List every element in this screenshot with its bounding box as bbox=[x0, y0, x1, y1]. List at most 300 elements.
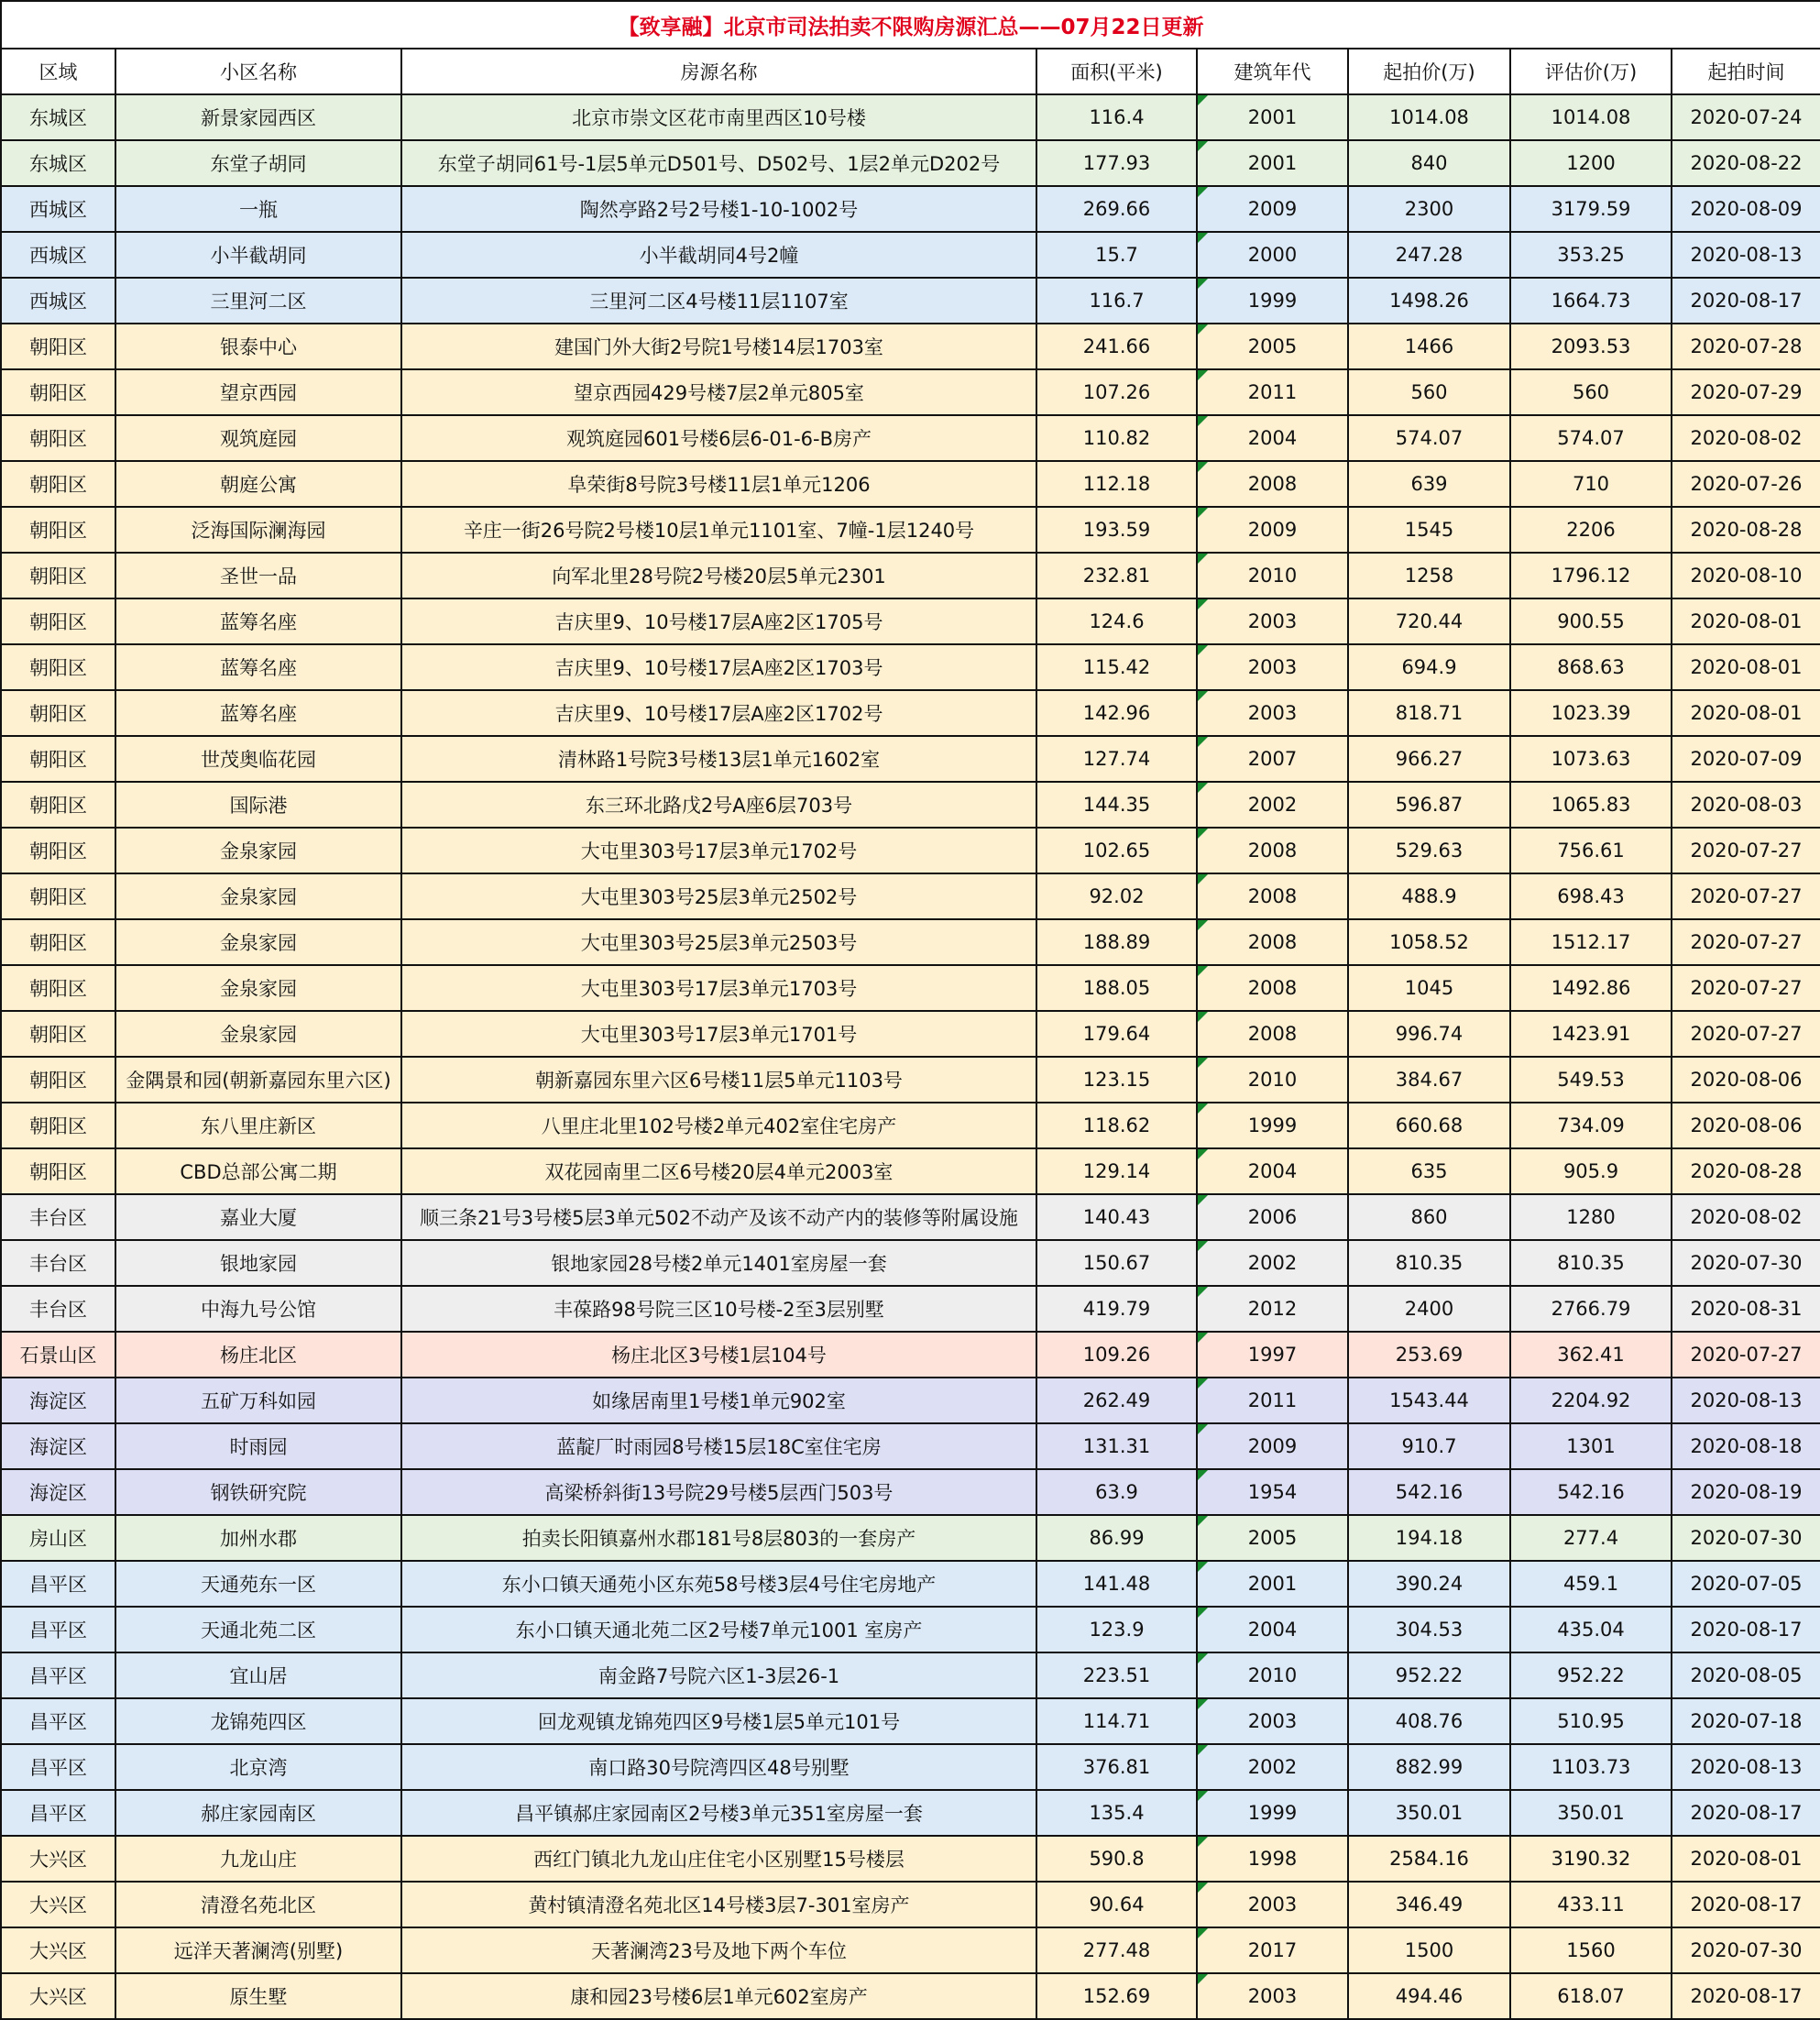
cell-appraisal[interactable]: 1512.17 bbox=[1510, 919, 1672, 965]
cell-start-price[interactable]: 304.53 bbox=[1348, 1607, 1510, 1652]
cell-start-price[interactable]: 253.69 bbox=[1348, 1332, 1510, 1378]
cell-area[interactable]: 86.99 bbox=[1036, 1515, 1197, 1561]
cell-start-date[interactable]: 2020-08-18 bbox=[1672, 1423, 1820, 1469]
cell-year[interactable]: 2004 bbox=[1197, 1148, 1348, 1194]
cell-area[interactable]: 123.15 bbox=[1036, 1057, 1197, 1103]
cell-appraisal[interactable]: 542.16 bbox=[1510, 1469, 1672, 1515]
cell-start-date[interactable]: 2020-07-05 bbox=[1672, 1561, 1820, 1607]
cell-area[interactable]: 112.18 bbox=[1036, 461, 1197, 507]
cell-year[interactable]: 2001 bbox=[1197, 1561, 1348, 1607]
cell-start-price[interactable]: 350.01 bbox=[1348, 1790, 1510, 1836]
cell-property[interactable]: 东小口镇天通苑小区东苑58号楼3层4号住宅房地产 bbox=[401, 1561, 1036, 1607]
cell-district[interactable]: 朝阳区 bbox=[1, 324, 115, 369]
cell-district[interactable]: 海淀区 bbox=[1, 1378, 115, 1423]
cell-area[interactable]: 123.9 bbox=[1036, 1607, 1197, 1652]
cell-district[interactable]: 昌平区 bbox=[1, 1607, 115, 1652]
cell-appraisal[interactable]: 362.41 bbox=[1510, 1332, 1672, 1378]
cell-start-date[interactable]: 2020-08-02 bbox=[1672, 1194, 1820, 1240]
cell-community[interactable]: 钢铁研究院 bbox=[115, 1469, 401, 1515]
cell-district[interactable]: 西城区 bbox=[1, 232, 115, 278]
cell-start-date[interactable]: 2020-08-13 bbox=[1672, 232, 1820, 278]
cell-property[interactable]: 昌平镇郝庄家园南区2号楼3单元351室房屋一套 bbox=[401, 1790, 1036, 1836]
cell-community[interactable]: 蓝筹名座 bbox=[115, 598, 401, 644]
cell-district[interactable]: 东城区 bbox=[1, 140, 115, 186]
cell-start-price[interactable]: 818.71 bbox=[1348, 690, 1510, 736]
cell-district[interactable]: 昌平区 bbox=[1, 1652, 115, 1698]
cell-start-price[interactable]: 1258 bbox=[1348, 553, 1510, 598]
cell-appraisal[interactable]: 2093.53 bbox=[1510, 324, 1672, 369]
cell-community[interactable]: 北京湾 bbox=[115, 1744, 401, 1790]
cell-start-price[interactable]: 1545 bbox=[1348, 507, 1510, 553]
cell-start-price[interactable]: 494.46 bbox=[1348, 1973, 1510, 2019]
cell-start-price[interactable]: 194.18 bbox=[1348, 1515, 1510, 1561]
cell-start-date[interactable]: 2020-08-09 bbox=[1672, 186, 1820, 232]
cell-property[interactable]: 如缘居南里1号楼1单元902室 bbox=[401, 1378, 1036, 1423]
cell-area[interactable]: 277.48 bbox=[1036, 1927, 1197, 1973]
cell-property[interactable]: 大屯里303号25层3单元2502号 bbox=[401, 873, 1036, 919]
cell-property[interactable]: 康和园23号楼6层1单元602室房产 bbox=[401, 1973, 1036, 2019]
cell-property[interactable]: 拍卖长阳镇嘉州水郡181号8层803的一套房产 bbox=[401, 1515, 1036, 1561]
cell-start-date[interactable]: 2020-07-29 bbox=[1672, 369, 1820, 415]
cell-appraisal[interactable]: 1492.86 bbox=[1510, 965, 1672, 1011]
cell-area[interactable]: 241.66 bbox=[1036, 324, 1197, 369]
cell-year[interactable]: 2002 bbox=[1197, 782, 1348, 828]
cell-property[interactable]: 阜荣街8号院3号楼11层1单元1206 bbox=[401, 461, 1036, 507]
cell-year[interactable]: 2003 bbox=[1197, 1698, 1348, 1744]
cell-district[interactable]: 海淀区 bbox=[1, 1423, 115, 1469]
cell-start-price[interactable]: 660.68 bbox=[1348, 1103, 1510, 1148]
cell-district[interactable]: 大兴区 bbox=[1, 1973, 115, 2019]
cell-district[interactable]: 丰台区 bbox=[1, 1286, 115, 1332]
cell-property[interactable]: 南口路30号院湾四区48号别墅 bbox=[401, 1744, 1036, 1790]
cell-start-price[interactable]: 1498.26 bbox=[1348, 278, 1510, 324]
cell-area[interactable]: 232.81 bbox=[1036, 553, 1197, 598]
cell-property[interactable]: 天著澜湾23号及地下两个车位 bbox=[401, 1927, 1036, 1973]
cell-community[interactable]: 三里河二区 bbox=[115, 278, 401, 324]
cell-district[interactable]: 朝阳区 bbox=[1, 644, 115, 690]
cell-community[interactable]: 蓝筹名座 bbox=[115, 644, 401, 690]
cell-appraisal[interactable]: 1664.73 bbox=[1510, 278, 1672, 324]
cell-start-date[interactable]: 2020-07-26 bbox=[1672, 461, 1820, 507]
cell-community[interactable]: 远洋天著澜湾(别墅) bbox=[115, 1927, 401, 1973]
cell-appraisal[interactable]: 3179.59 bbox=[1510, 186, 1672, 232]
cell-appraisal[interactable]: 905.9 bbox=[1510, 1148, 1672, 1194]
cell-community[interactable]: 郝庄家园南区 bbox=[115, 1790, 401, 1836]
cell-start-price[interactable]: 635 bbox=[1348, 1148, 1510, 1194]
cell-district[interactable]: 朝阳区 bbox=[1, 873, 115, 919]
cell-year[interactable]: 1997 bbox=[1197, 1332, 1348, 1378]
cell-area[interactable]: 116.7 bbox=[1036, 278, 1197, 324]
cell-start-date[interactable]: 2020-07-27 bbox=[1672, 919, 1820, 965]
cell-start-price[interactable]: 2300 bbox=[1348, 186, 1510, 232]
cell-appraisal[interactable]: 1073.63 bbox=[1510, 736, 1672, 782]
cell-start-date[interactable]: 2020-07-27 bbox=[1672, 1011, 1820, 1057]
cell-start-date[interactable]: 2020-07-18 bbox=[1672, 1698, 1820, 1744]
cell-property[interactable]: 向军北里28号院2号楼20层5单元2301 bbox=[401, 553, 1036, 598]
cell-year[interactable]: 1999 bbox=[1197, 278, 1348, 324]
cell-start-price[interactable]: 860 bbox=[1348, 1194, 1510, 1240]
cell-property[interactable]: 陶然亭路2号2号楼1-10-1002号 bbox=[401, 186, 1036, 232]
cell-district[interactable]: 朝阳区 bbox=[1, 919, 115, 965]
cell-appraisal[interactable]: 1200 bbox=[1510, 140, 1672, 186]
cell-start-date[interactable]: 2020-07-27 bbox=[1672, 1332, 1820, 1378]
header-start-date[interactable]: 起拍时间 bbox=[1672, 49, 1820, 94]
cell-district[interactable]: 朝阳区 bbox=[1, 828, 115, 873]
cell-appraisal[interactable]: 900.55 bbox=[1510, 598, 1672, 644]
cell-start-price[interactable]: 966.27 bbox=[1348, 736, 1510, 782]
cell-area[interactable]: 118.62 bbox=[1036, 1103, 1197, 1148]
cell-area[interactable]: 127.74 bbox=[1036, 736, 1197, 782]
cell-start-date[interactable]: 2020-08-19 bbox=[1672, 1469, 1820, 1515]
cell-start-date[interactable]: 2020-08-01 bbox=[1672, 598, 1820, 644]
cell-year[interactable]: 2008 bbox=[1197, 919, 1348, 965]
cell-start-price[interactable]: 596.87 bbox=[1348, 782, 1510, 828]
cell-year[interactable]: 1998 bbox=[1197, 1836, 1348, 1882]
cell-property[interactable]: 八里庄北里102号楼2单元402室住宅房产 bbox=[401, 1103, 1036, 1148]
cell-year[interactable]: 2005 bbox=[1197, 1515, 1348, 1561]
cell-start-price[interactable]: 2400 bbox=[1348, 1286, 1510, 1332]
cell-start-price[interactable]: 247.28 bbox=[1348, 232, 1510, 278]
cell-start-date[interactable]: 2020-08-13 bbox=[1672, 1378, 1820, 1423]
cell-year[interactable]: 2003 bbox=[1197, 690, 1348, 736]
cell-area[interactable]: 179.64 bbox=[1036, 1011, 1197, 1057]
cell-appraisal[interactable]: 3190.32 bbox=[1510, 1836, 1672, 1882]
cell-appraisal[interactable]: 952.22 bbox=[1510, 1652, 1672, 1698]
cell-appraisal[interactable]: 1301 bbox=[1510, 1423, 1672, 1469]
cell-appraisal[interactable]: 868.63 bbox=[1510, 644, 1672, 690]
cell-community[interactable]: CBD总部公寓二期 bbox=[115, 1148, 401, 1194]
cell-appraisal[interactable]: 1065.83 bbox=[1510, 782, 1672, 828]
cell-year[interactable]: 2006 bbox=[1197, 1194, 1348, 1240]
cell-start-date[interactable]: 2020-08-17 bbox=[1672, 1607, 1820, 1652]
cell-start-date[interactable]: 2020-08-03 bbox=[1672, 782, 1820, 828]
header-appraisal[interactable]: 评估价(万) bbox=[1510, 49, 1672, 94]
cell-area[interactable]: 150.67 bbox=[1036, 1240, 1197, 1286]
cell-district[interactable]: 朝阳区 bbox=[1, 415, 115, 461]
cell-property[interactable]: 黄村镇清澄名苑北区14号楼3层7-301室房产 bbox=[401, 1882, 1036, 1927]
cell-district[interactable]: 朝阳区 bbox=[1, 598, 115, 644]
cell-year[interactable]: 1954 bbox=[1197, 1469, 1348, 1515]
cell-year[interactable]: 2011 bbox=[1197, 1378, 1348, 1423]
cell-appraisal[interactable]: 1280 bbox=[1510, 1194, 1672, 1240]
cell-start-price[interactable]: 408.76 bbox=[1348, 1698, 1510, 1744]
cell-year[interactable]: 2011 bbox=[1197, 369, 1348, 415]
cell-community[interactable]: 金泉家园 bbox=[115, 1011, 401, 1057]
cell-area[interactable]: 116.4 bbox=[1036, 94, 1197, 140]
cell-start-price[interactable]: 384.67 bbox=[1348, 1057, 1510, 1103]
cell-community[interactable]: 银泰中心 bbox=[115, 324, 401, 369]
cell-property[interactable]: 南金路7号院六区1-3层26-1 bbox=[401, 1652, 1036, 1698]
cell-start-price[interactable]: 488.9 bbox=[1348, 873, 1510, 919]
cell-property[interactable]: 顺三条21号3号楼5层3单元502不动产及该不动产内的装修等附属设施 bbox=[401, 1194, 1036, 1240]
cell-year[interactable]: 2008 bbox=[1197, 965, 1348, 1011]
cell-property[interactable]: 吉庆里9、10号楼17层A座2区1703号 bbox=[401, 644, 1036, 690]
cell-area[interactable]: 63.9 bbox=[1036, 1469, 1197, 1515]
cell-start-price[interactable]: 694.9 bbox=[1348, 644, 1510, 690]
cell-appraisal[interactable]: 698.43 bbox=[1510, 873, 1672, 919]
cell-district[interactable]: 朝阳区 bbox=[1, 782, 115, 828]
cell-community[interactable]: 东八里庄新区 bbox=[115, 1103, 401, 1148]
cell-area[interactable]: 110.82 bbox=[1036, 415, 1197, 461]
cell-start-price[interactable]: 1058.52 bbox=[1348, 919, 1510, 965]
cell-start-date[interactable]: 2020-07-30 bbox=[1672, 1515, 1820, 1561]
cell-area[interactable]: 193.59 bbox=[1036, 507, 1197, 553]
cell-year[interactable]: 2009 bbox=[1197, 507, 1348, 553]
cell-year[interactable]: 2012 bbox=[1197, 1286, 1348, 1332]
cell-community[interactable]: 时雨园 bbox=[115, 1423, 401, 1469]
cell-area[interactable]: 223.51 bbox=[1036, 1652, 1197, 1698]
cell-start-price[interactable]: 639 bbox=[1348, 461, 1510, 507]
cell-property[interactable]: 西红门镇北九龙山庄住宅小区别墅15号楼层 bbox=[401, 1836, 1036, 1882]
cell-start-date[interactable]: 2020-08-31 bbox=[1672, 1286, 1820, 1332]
cell-year[interactable]: 2010 bbox=[1197, 553, 1348, 598]
header-property[interactable]: 房源名称 bbox=[401, 49, 1036, 94]
cell-district[interactable]: 朝阳区 bbox=[1, 965, 115, 1011]
cell-district[interactable]: 昌平区 bbox=[1, 1561, 115, 1607]
cell-start-price[interactable]: 996.74 bbox=[1348, 1011, 1510, 1057]
cell-area[interactable]: 90.64 bbox=[1036, 1882, 1197, 1927]
cell-area[interactable]: 102.65 bbox=[1036, 828, 1197, 873]
cell-property[interactable]: 清林路1号院3号楼13层1单元1602室 bbox=[401, 736, 1036, 782]
cell-year[interactable]: 2001 bbox=[1197, 94, 1348, 140]
cell-property[interactable]: 观筑庭园601号楼6层6-01-6-B房产 bbox=[401, 415, 1036, 461]
cell-district[interactable]: 西城区 bbox=[1, 278, 115, 324]
cell-year[interactable]: 2008 bbox=[1197, 873, 1348, 919]
cell-year[interactable]: 2010 bbox=[1197, 1652, 1348, 1698]
cell-start-price[interactable]: 1045 bbox=[1348, 965, 1510, 1011]
cell-property[interactable]: 吉庆里9、10号楼17层A座2区1705号 bbox=[401, 598, 1036, 644]
cell-start-date[interactable]: 2020-07-27 bbox=[1672, 873, 1820, 919]
cell-appraisal[interactable]: 710 bbox=[1510, 461, 1672, 507]
cell-community[interactable]: 金泉家园 bbox=[115, 828, 401, 873]
cell-appraisal[interactable]: 1014.08 bbox=[1510, 94, 1672, 140]
cell-property[interactable]: 回龙观镇龙锦苑四区9号楼1层5单元101号 bbox=[401, 1698, 1036, 1744]
cell-start-date[interactable]: 2020-07-09 bbox=[1672, 736, 1820, 782]
header-district[interactable]: 区域 bbox=[1, 49, 115, 94]
cell-community[interactable]: 朝庭公寓 bbox=[115, 461, 401, 507]
cell-property[interactable]: 东堂子胡同61号-1层5单元D501号、D502号、1层2单元D202号 bbox=[401, 140, 1036, 186]
cell-district[interactable]: 大兴区 bbox=[1, 1836, 115, 1882]
cell-year[interactable]: 2008 bbox=[1197, 828, 1348, 873]
cell-property[interactable]: 丰葆路98号院三区10号楼-2至3层别墅 bbox=[401, 1286, 1036, 1332]
cell-start-price[interactable]: 529.63 bbox=[1348, 828, 1510, 873]
cell-start-date[interactable]: 2020-08-17 bbox=[1672, 278, 1820, 324]
cell-appraisal[interactable]: 549.53 bbox=[1510, 1057, 1672, 1103]
cell-property[interactable]: 大屯里303号17层3单元1702号 bbox=[401, 828, 1036, 873]
cell-start-date[interactable]: 2020-08-01 bbox=[1672, 690, 1820, 736]
cell-community[interactable]: 新景家园西区 bbox=[115, 94, 401, 140]
cell-appraisal[interactable]: 734.09 bbox=[1510, 1103, 1672, 1148]
cell-area[interactable]: 142.96 bbox=[1036, 690, 1197, 736]
cell-year[interactable]: 2003 bbox=[1197, 1882, 1348, 1927]
cell-appraisal[interactable]: 1103.73 bbox=[1510, 1744, 1672, 1790]
cell-appraisal[interactable]: 277.4 bbox=[1510, 1515, 1672, 1561]
cell-community[interactable]: 一瓶 bbox=[115, 186, 401, 232]
cell-district[interactable]: 丰台区 bbox=[1, 1240, 115, 1286]
cell-start-price[interactable]: 346.49 bbox=[1348, 1882, 1510, 1927]
cell-property[interactable]: 建国门外大街2号院1号楼14层1703室 bbox=[401, 324, 1036, 369]
cell-property[interactable]: 东小口镇天通北苑二区2号楼7单元1001 室房产 bbox=[401, 1607, 1036, 1652]
cell-district[interactable]: 海淀区 bbox=[1, 1469, 115, 1515]
cell-appraisal[interactable]: 435.04 bbox=[1510, 1607, 1672, 1652]
cell-start-price[interactable]: 390.24 bbox=[1348, 1561, 1510, 1607]
cell-property[interactable]: 东三环北路戊2号A座6层703号 bbox=[401, 782, 1036, 828]
cell-community[interactable]: 观筑庭园 bbox=[115, 415, 401, 461]
cell-district[interactable]: 朝阳区 bbox=[1, 1148, 115, 1194]
cell-property[interactable]: 大屯里303号17层3单元1701号 bbox=[401, 1011, 1036, 1057]
cell-property[interactable]: 双花园南里二区6号楼20层4单元2003室 bbox=[401, 1148, 1036, 1194]
cell-start-date[interactable]: 2020-08-13 bbox=[1672, 1744, 1820, 1790]
cell-start-date[interactable]: 2020-07-30 bbox=[1672, 1240, 1820, 1286]
cell-appraisal[interactable]: 560 bbox=[1510, 369, 1672, 415]
cell-property[interactable]: 朝新嘉园东里六区6号楼11层5单元1103号 bbox=[401, 1057, 1036, 1103]
cell-start-price[interactable]: 1466 bbox=[1348, 324, 1510, 369]
cell-community[interactable]: 原生墅 bbox=[115, 1973, 401, 2019]
cell-area[interactable]: 115.42 bbox=[1036, 644, 1197, 690]
cell-start-date[interactable]: 2020-07-27 bbox=[1672, 828, 1820, 873]
cell-community[interactable]: 蓝筹名座 bbox=[115, 690, 401, 736]
cell-year[interactable]: 1999 bbox=[1197, 1103, 1348, 1148]
cell-district[interactable]: 朝阳区 bbox=[1, 1103, 115, 1148]
cell-district[interactable]: 昌平区 bbox=[1, 1790, 115, 1836]
cell-start-price[interactable]: 542.16 bbox=[1348, 1469, 1510, 1515]
cell-start-date[interactable]: 2020-07-24 bbox=[1672, 94, 1820, 140]
cell-year[interactable]: 2007 bbox=[1197, 736, 1348, 782]
cell-start-date[interactable]: 2020-08-02 bbox=[1672, 415, 1820, 461]
cell-appraisal[interactable]: 618.07 bbox=[1510, 1973, 1672, 2019]
cell-start-date[interactable]: 2020-08-22 bbox=[1672, 140, 1820, 186]
cell-community[interactable]: 龙锦苑四区 bbox=[115, 1698, 401, 1744]
cell-area[interactable]: 188.89 bbox=[1036, 919, 1197, 965]
cell-property[interactable]: 杨庄北区3号楼1层104号 bbox=[401, 1332, 1036, 1378]
cell-start-price[interactable]: 952.22 bbox=[1348, 1652, 1510, 1698]
cell-start-date[interactable]: 2020-08-01 bbox=[1672, 644, 1820, 690]
cell-start-date[interactable]: 2020-08-28 bbox=[1672, 1148, 1820, 1194]
cell-community[interactable]: 天通北苑二区 bbox=[115, 1607, 401, 1652]
cell-community[interactable]: 加州水郡 bbox=[115, 1515, 401, 1561]
cell-area[interactable]: 15.7 bbox=[1036, 232, 1197, 278]
cell-property[interactable]: 银地家园28号楼2单元1401室房屋一套 bbox=[401, 1240, 1036, 1286]
cell-start-price[interactable]: 1543.44 bbox=[1348, 1378, 1510, 1423]
cell-community[interactable]: 清澄名苑北区 bbox=[115, 1882, 401, 1927]
cell-area[interactable]: 131.31 bbox=[1036, 1423, 1197, 1469]
cell-appraisal[interactable]: 574.07 bbox=[1510, 415, 1672, 461]
cell-property[interactable]: 小半截胡同4号2幢 bbox=[401, 232, 1036, 278]
cell-community[interactable]: 泛海国际澜海园 bbox=[115, 507, 401, 553]
cell-area[interactable]: 92.02 bbox=[1036, 873, 1197, 919]
cell-year[interactable]: 2010 bbox=[1197, 1057, 1348, 1103]
cell-property[interactable]: 大屯里303号25层3单元2503号 bbox=[401, 919, 1036, 965]
cell-start-date[interactable]: 2020-08-01 bbox=[1672, 1836, 1820, 1882]
cell-start-date[interactable]: 2020-07-28 bbox=[1672, 324, 1820, 369]
cell-start-price[interactable]: 810.35 bbox=[1348, 1240, 1510, 1286]
cell-area[interactable]: 590.8 bbox=[1036, 1836, 1197, 1882]
cell-district[interactable]: 西城区 bbox=[1, 186, 115, 232]
cell-district[interactable]: 朝阳区 bbox=[1, 1057, 115, 1103]
header-area[interactable]: 面积(平米) bbox=[1036, 49, 1197, 94]
cell-area[interactable]: 177.93 bbox=[1036, 140, 1197, 186]
cell-area[interactable]: 107.26 bbox=[1036, 369, 1197, 415]
header-year[interactable]: 建筑年代 bbox=[1197, 49, 1348, 94]
cell-start-date[interactable]: 2020-07-27 bbox=[1672, 965, 1820, 1011]
cell-year[interactable]: 2001 bbox=[1197, 140, 1348, 186]
cell-appraisal[interactable]: 350.01 bbox=[1510, 1790, 1672, 1836]
cell-appraisal[interactable]: 2204.92 bbox=[1510, 1378, 1672, 1423]
cell-property[interactable]: 辛庄一街26号院2号楼10层1单元1101室、7幢-1层1240号 bbox=[401, 507, 1036, 553]
cell-start-price[interactable]: 574.07 bbox=[1348, 415, 1510, 461]
cell-district[interactable]: 朝阳区 bbox=[1, 553, 115, 598]
cell-property[interactable]: 望京西园429号楼7层2单元805室 bbox=[401, 369, 1036, 415]
cell-area[interactable]: 114.71 bbox=[1036, 1698, 1197, 1744]
cell-community[interactable]: 金泉家园 bbox=[115, 919, 401, 965]
cell-appraisal[interactable]: 433.11 bbox=[1510, 1882, 1672, 1927]
cell-district[interactable]: 丰台区 bbox=[1, 1194, 115, 1240]
cell-year[interactable]: 2000 bbox=[1197, 232, 1348, 278]
cell-district[interactable]: 朝阳区 bbox=[1, 369, 115, 415]
cell-start-date[interactable]: 2020-08-10 bbox=[1672, 553, 1820, 598]
cell-property[interactable]: 高梁桥斜街13号院29号楼5层西门503号 bbox=[401, 1469, 1036, 1515]
cell-community[interactable]: 银地家园 bbox=[115, 1240, 401, 1286]
cell-area[interactable]: 124.6 bbox=[1036, 598, 1197, 644]
cell-community[interactable]: 望京西园 bbox=[115, 369, 401, 415]
cell-appraisal[interactable]: 756.61 bbox=[1510, 828, 1672, 873]
cell-district[interactable]: 东城区 bbox=[1, 94, 115, 140]
cell-start-price[interactable]: 910.7 bbox=[1348, 1423, 1510, 1469]
cell-area[interactable]: 129.14 bbox=[1036, 1148, 1197, 1194]
cell-year[interactable]: 2009 bbox=[1197, 1423, 1348, 1469]
cell-year[interactable]: 2008 bbox=[1197, 1011, 1348, 1057]
cell-community[interactable]: 小半截胡同 bbox=[115, 232, 401, 278]
cell-start-price[interactable]: 840 bbox=[1348, 140, 1510, 186]
cell-community[interactable]: 宜山居 bbox=[115, 1652, 401, 1698]
cell-year[interactable]: 2004 bbox=[1197, 1607, 1348, 1652]
cell-property[interactable]: 大屯里303号17层3单元1703号 bbox=[401, 965, 1036, 1011]
cell-district[interactable]: 昌平区 bbox=[1, 1744, 115, 1790]
cell-property[interactable]: 蓝靛厂时雨园8号楼15层18C室住宅房 bbox=[401, 1423, 1036, 1469]
cell-start-date[interactable]: 2020-08-06 bbox=[1672, 1057, 1820, 1103]
cell-appraisal[interactable]: 810.35 bbox=[1510, 1240, 1672, 1286]
cell-area[interactable]: 135.4 bbox=[1036, 1790, 1197, 1836]
cell-area[interactable]: 109.26 bbox=[1036, 1332, 1197, 1378]
cell-district[interactable]: 朝阳区 bbox=[1, 507, 115, 553]
cell-area[interactable]: 262.49 bbox=[1036, 1378, 1197, 1423]
cell-property[interactable]: 吉庆里9、10号楼17层A座2区1702号 bbox=[401, 690, 1036, 736]
cell-area[interactable]: 152.69 bbox=[1036, 1973, 1197, 2019]
cell-start-date[interactable]: 2020-08-17 bbox=[1672, 1973, 1820, 2019]
cell-community[interactable]: 金泉家园 bbox=[115, 965, 401, 1011]
cell-start-price[interactable]: 560 bbox=[1348, 369, 1510, 415]
cell-appraisal[interactable]: 2206 bbox=[1510, 507, 1672, 553]
cell-start-price[interactable]: 882.99 bbox=[1348, 1744, 1510, 1790]
cell-appraisal[interactable]: 510.95 bbox=[1510, 1698, 1672, 1744]
cell-start-date[interactable]: 2020-08-17 bbox=[1672, 1882, 1820, 1927]
cell-year[interactable]: 2009 bbox=[1197, 186, 1348, 232]
cell-appraisal[interactable]: 1023.39 bbox=[1510, 690, 1672, 736]
cell-appraisal[interactable]: 1560 bbox=[1510, 1927, 1672, 1973]
cell-district[interactable]: 朝阳区 bbox=[1, 461, 115, 507]
cell-area[interactable]: 140.43 bbox=[1036, 1194, 1197, 1240]
header-community[interactable]: 小区名称 bbox=[115, 49, 401, 94]
cell-district[interactable]: 大兴区 bbox=[1, 1927, 115, 1973]
cell-district[interactable]: 房山区 bbox=[1, 1515, 115, 1561]
cell-community[interactable]: 东堂子胡同 bbox=[115, 140, 401, 186]
cell-appraisal[interactable]: 353.25 bbox=[1510, 232, 1672, 278]
cell-district[interactable]: 朝阳区 bbox=[1, 690, 115, 736]
cell-district[interactable]: 石景山区 bbox=[1, 1332, 115, 1378]
cell-start-price[interactable]: 1500 bbox=[1348, 1927, 1510, 1973]
cell-start-price[interactable]: 2584.16 bbox=[1348, 1836, 1510, 1882]
cell-appraisal[interactable]: 1423.91 bbox=[1510, 1011, 1672, 1057]
